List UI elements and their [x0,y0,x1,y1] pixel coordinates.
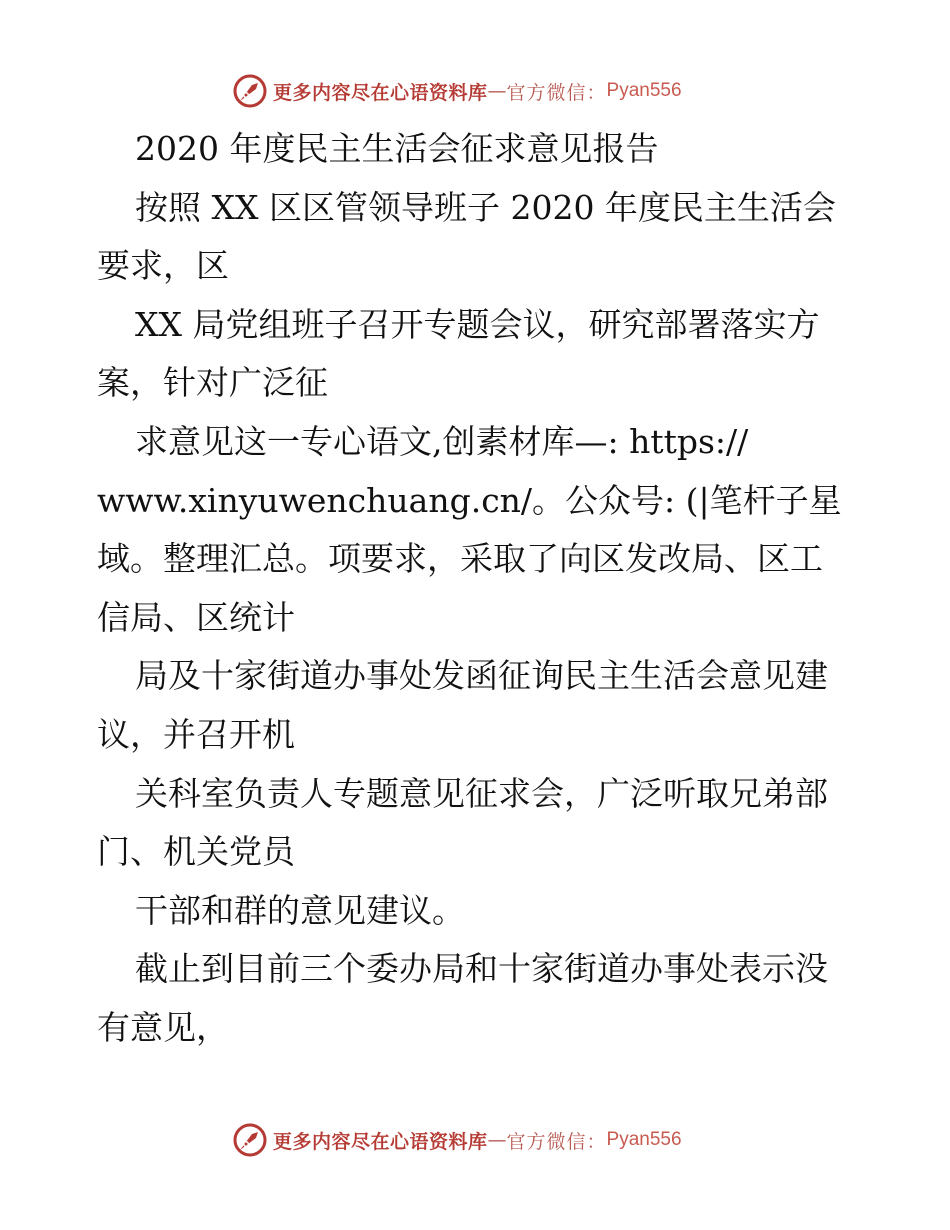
watermark-separator: — [487,80,507,102]
document-body [97,120,857,1058]
paragraph-line: 案，针对广泛征 [97,363,328,403]
paragraph-line: 求意见这一专心语文,创素材库—: https:// [135,421,749,461]
paragraph-line: 门、机关党员 [97,832,295,872]
watermark-wechat-id: Pyan556 [606,1129,682,1150]
pen-nib-logo-icon [232,73,268,109]
watermark-brand: 更多内容尽在心语资料库 [273,81,488,104]
watermark-official-label: 官方微信： [506,81,607,104]
paragraph-line: 关科室负责人专题意见征求会，广泛听取兄弟部 [135,773,828,813]
paragraph-line: XX 局党组班子召开专题会议，研究部署落实方 [135,304,820,344]
paragraph-line: 按照 XX 区区管领导班子 2020 年度民主生活会 [135,187,836,227]
paragraph-line: 局及十家街道办事处发函征询民主生活会意见建 [135,656,828,696]
watermark-separator: — [487,1129,507,1151]
document-title: 2020 年度民主生活会征求意见报告 [135,129,659,168]
paragraph-line: 域。整理汇总。项要求，采取了向区发改局、区工 [97,539,823,579]
paragraph-line: 议，并召开机 [97,714,295,754]
paragraph-line: 截止到目前三个委办局和十家街道办事处表示没 [135,949,828,989]
watermark-brand: 更多内容尽在心语资料库 [273,1130,488,1153]
paragraph-line: 有意见， [97,1007,229,1047]
paragraph-line: 信局、区统计 [97,597,295,637]
paragraph-line: 要求，区 [97,246,229,286]
header-watermark [232,71,722,111]
watermark-official-label: 官方微信： [506,1130,607,1153]
paragraph-line: www.xinyuwenchuang.cn/。公众号: (|笔杆子星 [97,480,842,520]
pen-nib-logo-icon [232,1122,268,1158]
watermark-wechat-id: Pyan556 [606,80,682,101]
paragraph-line: 干部和群的意见建议。 [135,890,465,930]
footer-watermark [232,1120,722,1160]
